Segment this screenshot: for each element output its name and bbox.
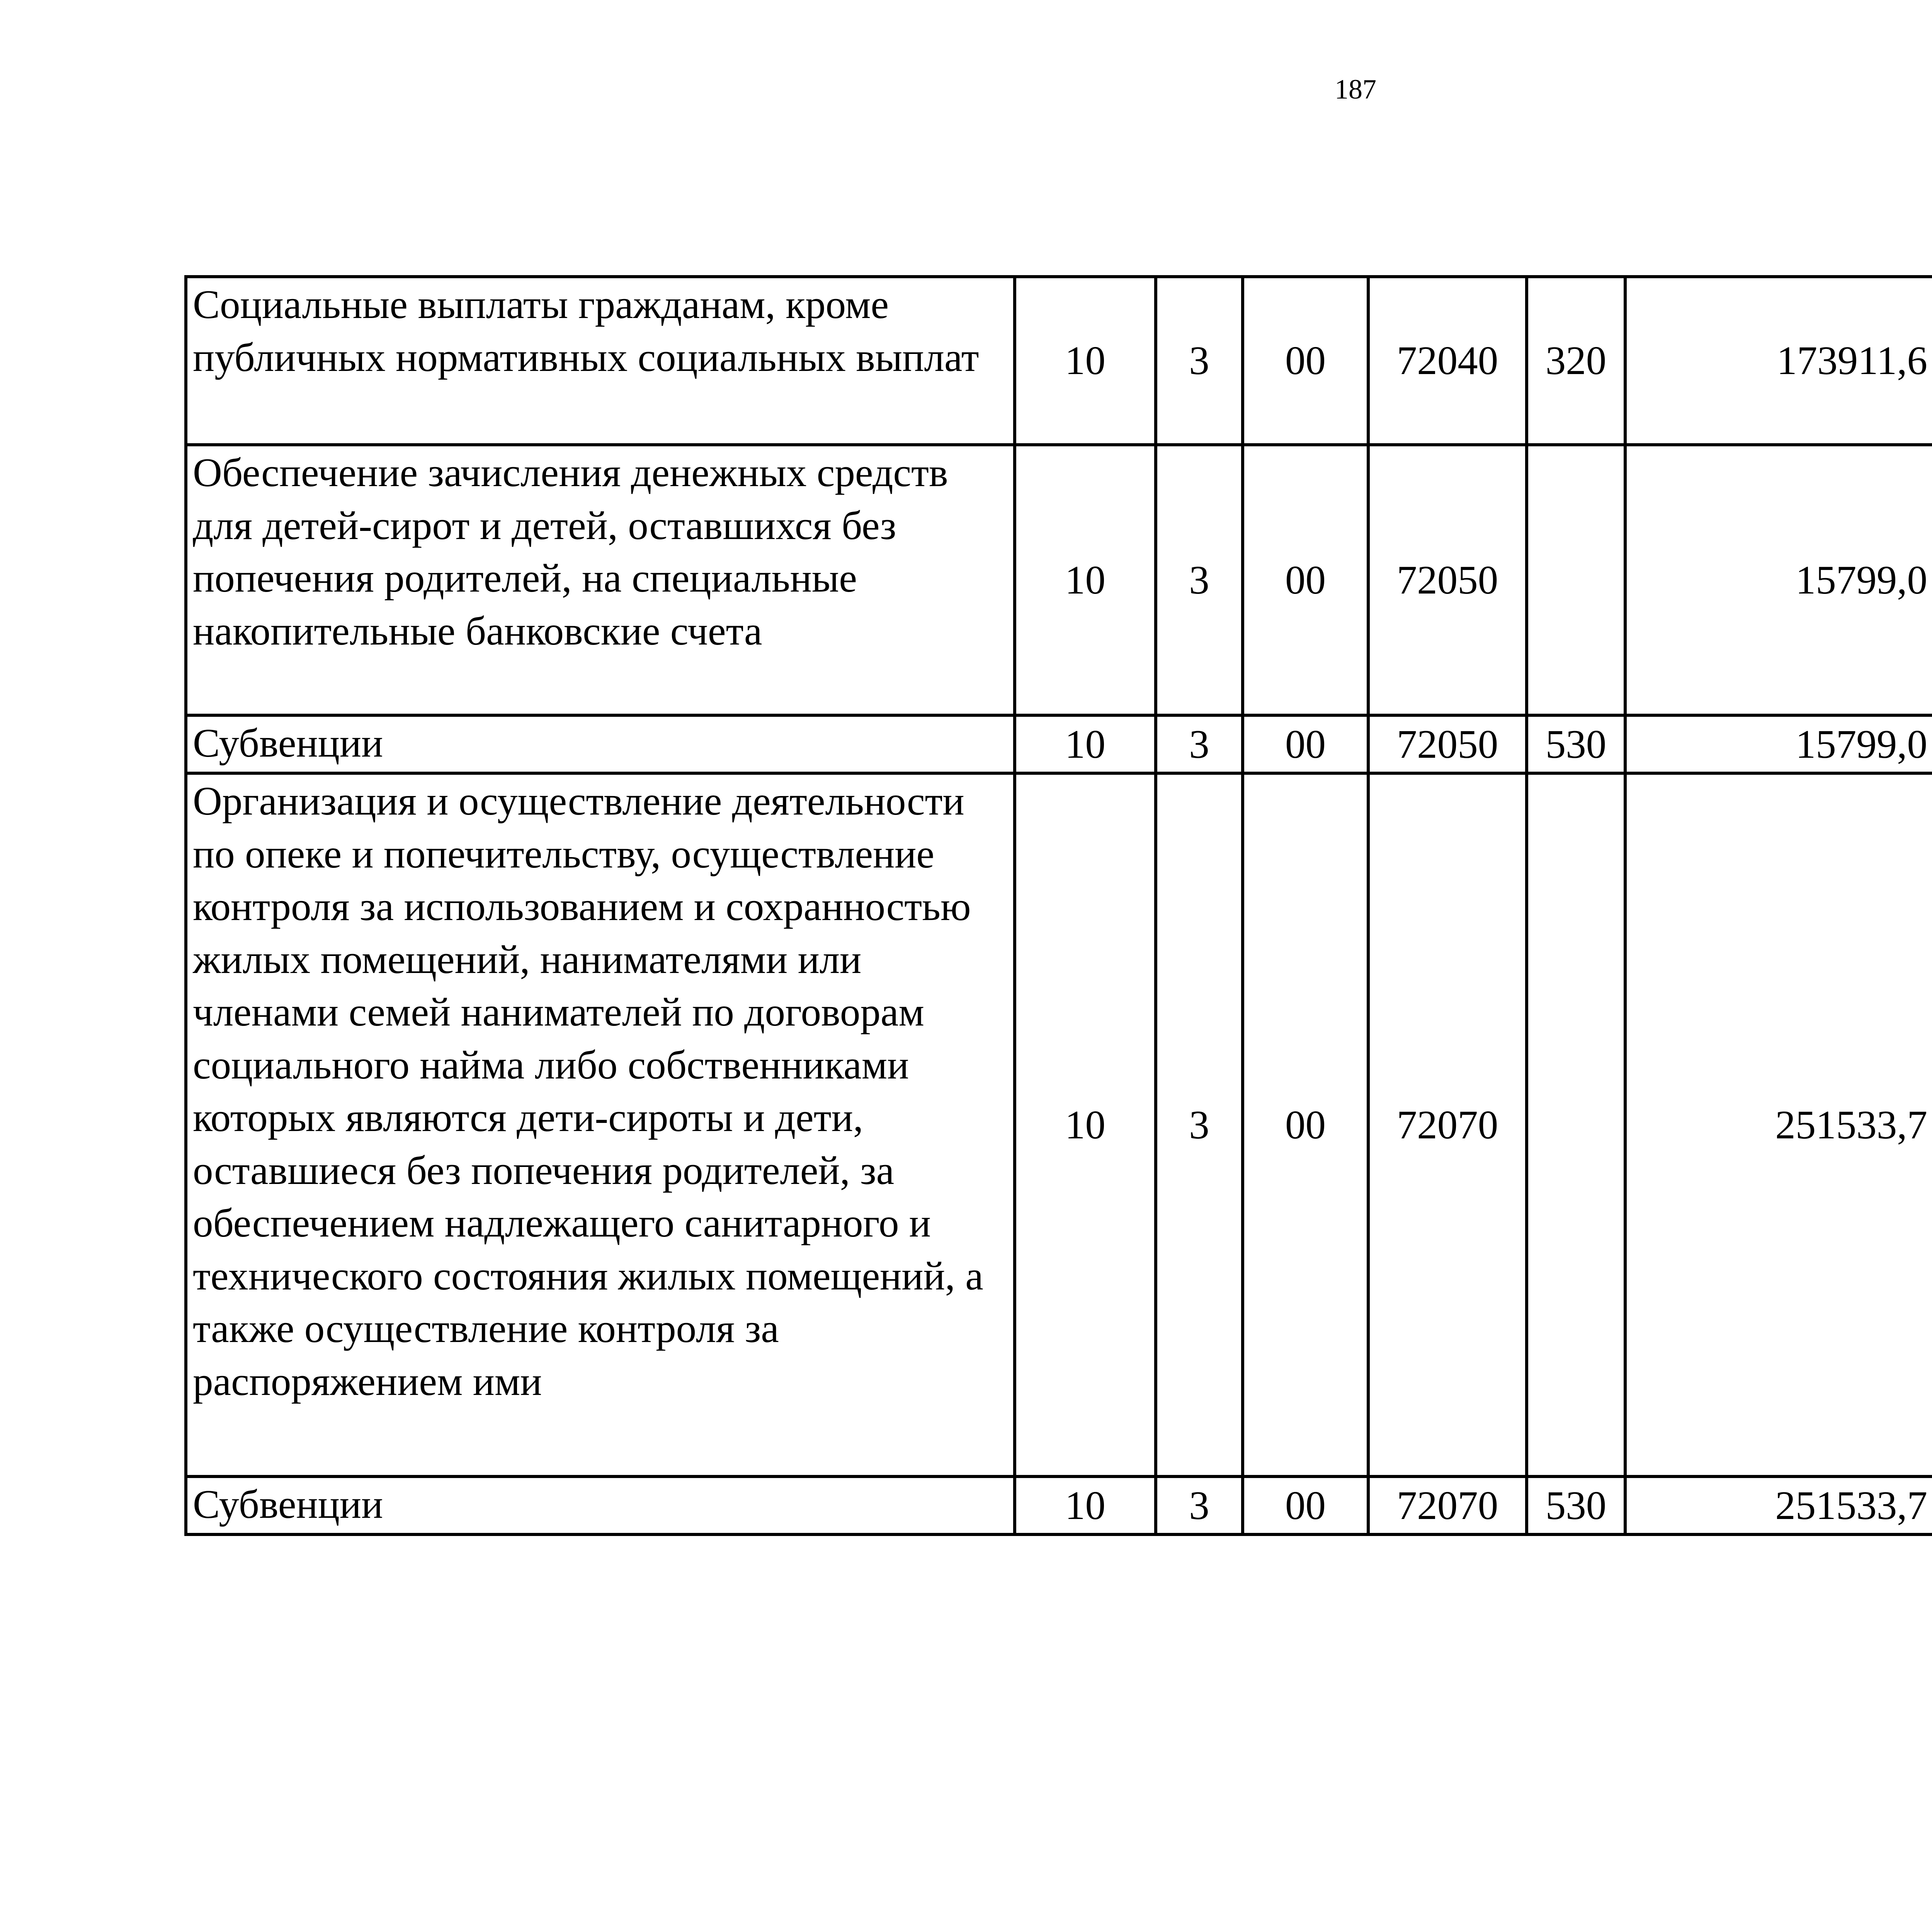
expense-type-code: 530 [1527,715,1625,773]
row-name: Обеспечение зачисления денежных средств для детей-сирот и детей, оставшихся без попечения родителей, на специальные накопительные банковские счета [186,445,1015,715]
subsection-code: 3 [1156,773,1243,1476]
expense-type-code [1527,773,1625,1476]
program-code: 00 [1243,715,1368,773]
target-article-code: 72070 [1368,773,1527,1476]
program-code: 00 [1243,445,1368,715]
subsection-code: 3 [1156,445,1243,715]
row-name: Субвенции [186,715,1015,773]
subsection-code: 3 [1156,277,1243,445]
row-name: Организация и осуществление деятельности по опеке и попечительству, осуществление контроля за использованием и сохранностью жилых помещений, нанимателями или членами семей нанимателей по договорам социального найма либо собственниками которых являются дети-сироты и дети, оставшиеся без попечения родителей, за обеспечением надлежащего санитарного и технического состояния жилых помещений, а также осуществление контроля за распоряжением ими [186,773,1015,1476]
program-code: 00 [1243,1476,1368,1534]
section-code: 10 [1015,277,1156,445]
section-code: 10 [1015,715,1156,773]
table-row [186,277,1932,445]
expense-type-code: 320 [1527,277,1625,445]
table-row [186,773,1932,1476]
expense-type-code [1527,445,1625,715]
amount-1: 251533,7 [1625,773,1932,1476]
amount-1: 251533,7 [1625,1476,1932,1534]
row-name: Субвенции [186,1476,1015,1534]
amount-1: 15799,0 [1625,445,1932,715]
section-code: 10 [1015,1476,1156,1534]
page-number: 187 [1335,74,1376,105]
subsection-code: 3 [1156,1476,1243,1534]
target-article-code: 72050 [1368,445,1527,715]
program-code: 00 [1243,277,1368,445]
amount-1: 173911,6 [1625,277,1932,445]
amount-1: 15799,0 [1625,715,1932,773]
section-code: 10 [1015,773,1156,1476]
expense-type-code: 530 [1527,1476,1625,1534]
table-row [186,715,1932,773]
table-row [186,1476,1932,1534]
table-row [186,445,1932,715]
row-name: Социальные выплаты гражданам, кроме публичных нормативных социальных выплат [186,277,1015,445]
section-code: 10 [1015,445,1156,715]
target-article-code: 72040 [1368,277,1527,445]
program-code: 00 [1243,773,1368,1476]
target-article-code: 72050 [1368,715,1527,773]
target-article-code: 72070 [1368,1476,1527,1534]
subsection-code: 3 [1156,715,1243,773]
budget-table [184,275,1932,1536]
